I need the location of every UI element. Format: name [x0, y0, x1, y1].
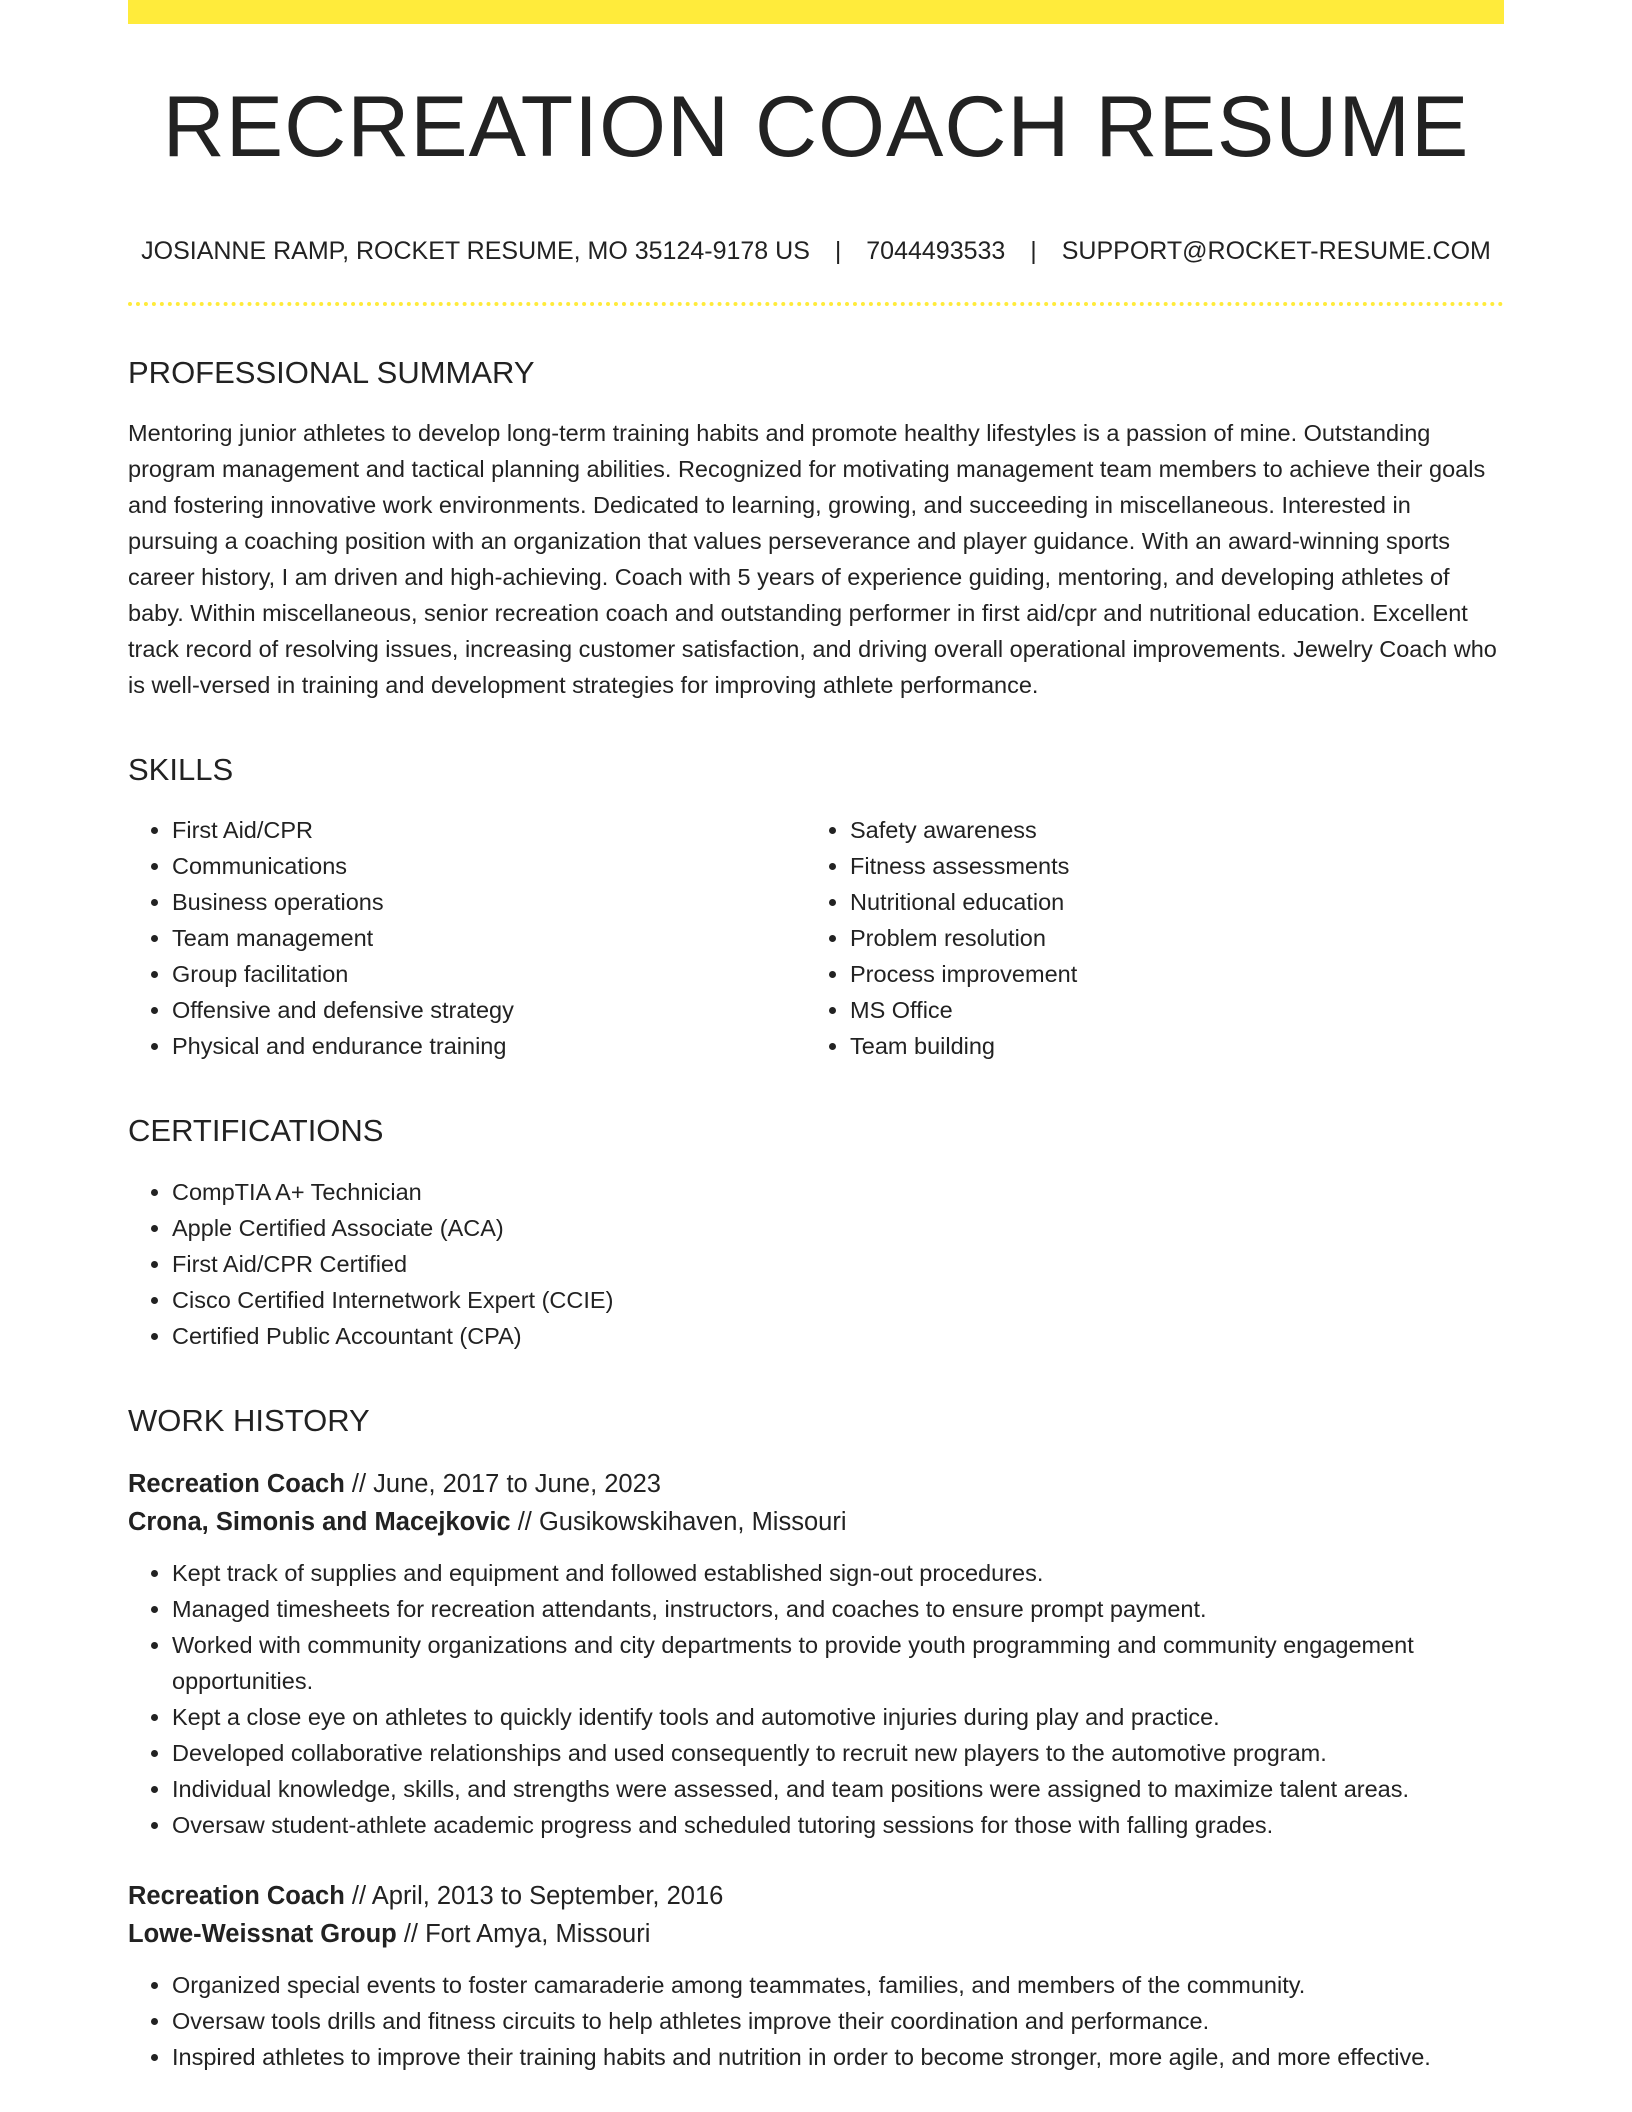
- job-company: Lowe-Weissnat Group: [128, 1919, 397, 1948]
- summary-heading: PROFESSIONAL SUMMARY: [128, 355, 535, 390]
- skill-item: • Team building: [850, 1028, 1484, 1064]
- job-title: Recreation Coach: [128, 1469, 345, 1498]
- job-company: Crona, Simonis and Macejkovic: [128, 1507, 511, 1536]
- job-duty: • Inspired athletes to improve their training habits and nutrition in order to become stronger, more agile, and more effective.: [172, 2039, 1504, 2075]
- job-title-line: [128, 1465, 1504, 1503]
- contact-address: JOSIANNE RAMP, ROCKET RESUME, MO 35124-9178 US: [141, 237, 810, 265]
- resume-title: RECREATION COACH RESUME: [162, 79, 1470, 175]
- contact-separator: |: [834, 237, 842, 265]
- job-duty: • Kept track of supplies and equipment and followed established sign-out procedures.: [172, 1555, 1504, 1591]
- contact-line: [128, 236, 1504, 266]
- skill-item: • Group facilitation: [172, 956, 806, 992]
- contact-separator: |: [1030, 237, 1037, 265]
- skill-item: • Communications: [172, 848, 806, 884]
- skills-left-list: [128, 812, 806, 1064]
- job-duty: • Managed timesheets for recreation attendants, instructors, and coaches to ensure prompt payment.: [172, 1591, 1504, 1627]
- job-duty: • Oversaw tools drills and fitness circuits to help athletes improve their coordination and performance.: [172, 2003, 1504, 2039]
- skills-right-list: [806, 812, 1484, 1064]
- certification-item: • Certified Public Accountant (CPA): [172, 1318, 1504, 1354]
- contact-phone: 7044493533: [866, 237, 1006, 265]
- skill-item: • Fitness assessments: [850, 848, 1484, 884]
- job-entry: [128, 1877, 1504, 2075]
- job-title-line: [128, 1877, 1504, 1915]
- resume-page: [128, 0, 1504, 2075]
- skills-heading: SKILLS: [128, 752, 234, 788]
- skill-item: • Process improvement: [850, 956, 1484, 992]
- work-history-heading: WORK HISTORY: [128, 1402, 370, 1438]
- job-duties-list: [128, 1555, 1504, 1843]
- certification-item: • Cisco Certified Internetwork Expert (CCIE): [172, 1282, 1504, 1318]
- skill-item: • Offensive and defensive strategy: [172, 992, 806, 1028]
- skill-item: • Physical and endurance training: [172, 1028, 806, 1064]
- skill-item: • First Aid/CPR: [172, 812, 806, 848]
- certification-item: • Apple Certified Associate (ACA): [172, 1210, 1504, 1246]
- job-duties-list: [128, 1967, 1504, 2075]
- skill-item: • MS Office: [850, 992, 1484, 1028]
- job-company-line: [128, 1503, 1504, 1541]
- job-duty: • Individual knowledge, skills, and strengths were assessed, and team positions were assigned to maximize talent areas.: [172, 1771, 1504, 1807]
- certifications-heading: CERTIFICATIONS: [128, 1113, 384, 1149]
- job-duty: • Developed collaborative relationships and used consequently to recruit new players to the automotive program.: [172, 1735, 1504, 1771]
- skill-item: • Safety awareness: [850, 812, 1484, 848]
- job-duty: • Kept a close eye on athletes to quickly identify tools and automotive injuries during play and practice.: [172, 1699, 1504, 1735]
- job-duty: • Worked with community organizations and city departments to provide youth programming and community engagement opportunities.: [172, 1627, 1504, 1699]
- skill-item: • Business operations: [172, 884, 806, 920]
- certifications-section: [128, 1112, 1504, 1353]
- skill-item: • Nutritional education: [850, 884, 1484, 920]
- certification-item: • First Aid/CPR Certified: [172, 1246, 1504, 1282]
- dotted-divider: [128, 302, 1504, 306]
- job-entry: [128, 1465, 1504, 1843]
- contact-email: SUPPORT@ROCKET-RESUME.COM: [1061, 237, 1491, 265]
- job-company-line: [128, 1915, 1504, 1953]
- job-dates: // June, 2017 to June, 2023: [351, 1469, 661, 1498]
- skill-item: • Team management: [172, 920, 806, 956]
- skills-columns: [128, 812, 1504, 1064]
- certification-item: • CompTIA A+ Technician: [172, 1174, 1504, 1210]
- certifications-list: [128, 1174, 1504, 1354]
- skills-section: [128, 751, 1504, 1064]
- summary-section: [128, 354, 1504, 703]
- top-accent-bar: [128, 0, 1504, 24]
- summary-text: Mentoring junior athletes to develop long-term training habits and promote healthy lifestyles is a passion of mine. Outstanding program management and tactical planning abilities. Recognized for motivating management team members to achieve their goals and fostering innovative work environments. Dedicated to learning, growing, and succeeding in miscellaneous. Interested in pursuing a coaching position with an organization that values perseverance and player guidance. With an award-winning sports career history, I am driven and high-achieving. Coach with 5 years of experience guiding, mentoring, and developing athletes of baby. Within miscellaneous, senior recreation coach and outstanding performer in first aid/cpr and nutritional education. Excellent track record of resolving issues, increasing customer satisfaction, and driving overall operational improvements. Jewelry Coach who is well-versed in training and development strategies for improving athlete performance.: [128, 420, 1497, 699]
- job-duty: • Oversaw student-athlete academic progress and scheduled tutoring sessions for those with falling grades.: [172, 1807, 1504, 1843]
- job-title: Recreation Coach: [128, 1881, 345, 1910]
- skill-item: • Problem resolution: [850, 920, 1484, 956]
- work-history-section: [128, 1402, 1504, 2075]
- job-location: // Gusikowskihaven, Missouri: [517, 1507, 847, 1536]
- job-dates: // April, 2013 to September, 2016: [351, 1881, 724, 1910]
- job-location: // Fort Amya, Missouri: [403, 1919, 651, 1948]
- job-duty: • Organized special events to foster camaraderie among teammates, families, and members of the community.: [172, 1967, 1504, 2003]
